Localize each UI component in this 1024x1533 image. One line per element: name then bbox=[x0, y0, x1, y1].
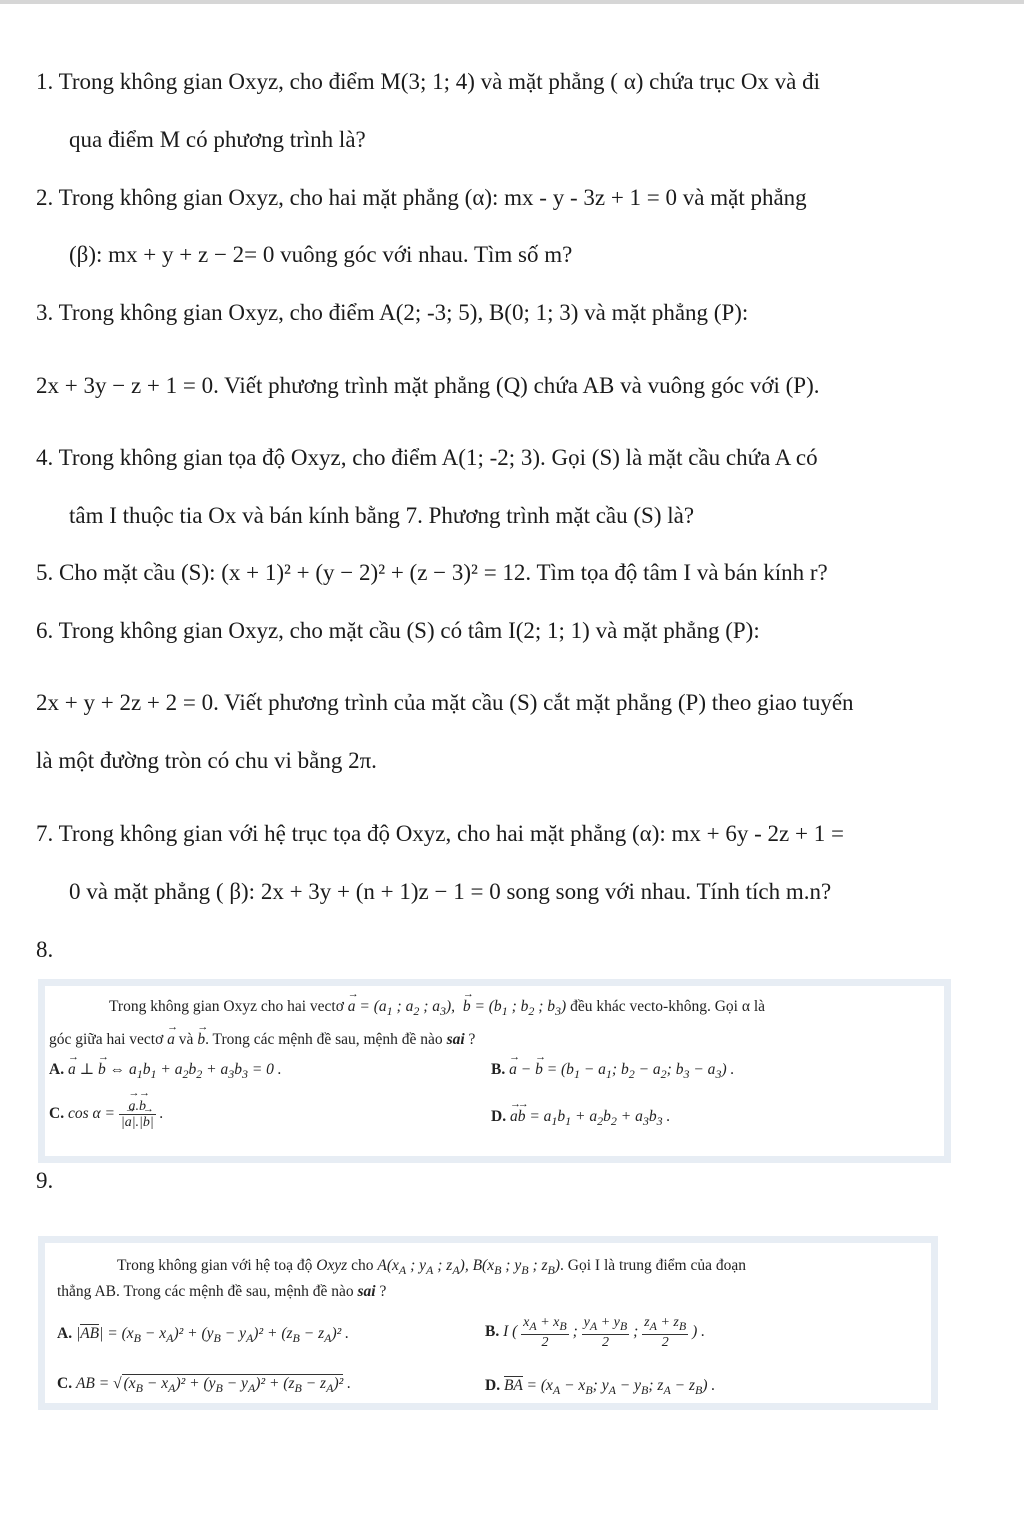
question-3-line-1: 3. Trong không gian Oxyz, cho điểm A(2; -3; 5), B(0; 1; 3) và mặt phẳng (P): bbox=[36, 300, 749, 325]
question-8-option-c: C. cos α = → $\frac{a.\to b}{|\to a|.|\to b|}$ . bbox=[49, 1099, 164, 1130]
question-1-line-2: qua điểm M có phương trình là? bbox=[69, 127, 366, 152]
question-9-option-c: C. AB = √ $(x_B - x_A)^2 + (y_B - y_A)^2 + (z_B - z_A)^2$ . bbox=[57, 1375, 351, 1396]
question-9-stem-line-1: Trong không gian với hệ toạ độ Oxyz cho $A(x_A$ ; $y_A$ ; $z_A$), $B(x_B$ ; $y_B$ ; $z_B$). Gọi I là trung điểm của đoạn bbox=[117, 1257, 746, 1278]
question-4-line-2: tâm I thuộc tia Ox và bán kính bằng 7. Phương trình mặt cầu (S) là? bbox=[69, 503, 695, 528]
question-6-line-1: 6. Trong không gian Oxyz, cho mặt cầu (S) có tâm I(2; 1; 1) và mặt phẳng (P): bbox=[36, 618, 760, 643]
question-2-line-2: (β): mx + y + z − 2= 0 vuông góc với nhau. Tìm số m? bbox=[69, 242, 573, 267]
question-7-line-1: 7. Trong không gian với hệ trục tọa độ Oxyz, cho hai mặt phẳng (α): mx + 6y - 2z + 1 = bbox=[36, 821, 844, 846]
question-9-option-b: B. I ( $\frac{x_A + x_B}{2}$ ; $\frac{y_A + y_B}{2}$ ; $\frac{z_A + z_B}{2}$ ) . bbox=[485, 1315, 706, 1350]
question-1-line-1: 1. Trong không gian Oxyz, cho điểm M(3; 1; 4) và mặt phẳng ( α) chứa trục Ox và đi bbox=[36, 69, 821, 94]
question-9-stem-line-2: thẳng AB. Trong các mệnh đề sau, mệnh đề nào sai ? bbox=[57, 1283, 387, 1300]
question-8-option-b: B. → a − → $b = (b_1 - a_1$; $b_2 - a_2$; $b_3 - a_3$) . bbox=[491, 1059, 734, 1085]
question-8-stem-line-2: góc giữa hai vectơ → a và → b. Trong các mệnh đề sau, mệnh đề nào sai ? bbox=[49, 1029, 475, 1051]
question-7-line-2: 0 và mặt phẳng ( β): 2x + 3y + (n + 1)z − 1 = 0 song song với nhau. Tính tích m.n? bbox=[69, 879, 832, 904]
question-9-box bbox=[38, 1236, 938, 1410]
question-6-line-2: 2x + y + 2z + 2 = 0. Viết phương trình của mặt cầu (S) cắt mặt phẳng (P) theo giao tuyến bbox=[36, 690, 854, 715]
question-8-option-a: A. → a ⊥ → b ⇔ $a_1b_1 + a_2b_2 + a_3b_3 = 0$ . bbox=[49, 1059, 282, 1085]
question-8-stem-line-1: Trong không gian Oxyz cho hai vectơ → $a = (a_1$ ; $a_2$ ; $a_3$), → $b = (b_1$ ; $b_2$ ; $b_3$) đều khác vecto-không. Gọi α là bbox=[109, 996, 765, 1022]
question-8-number: 8. bbox=[36, 937, 54, 962]
question-9-option-d: D. BA = ($x_A - x_B$; $y_A - y_B$; $z_A - z_B$) . bbox=[485, 1377, 716, 1398]
question-9-number: 9. bbox=[36, 1168, 54, 1193]
question-2-line-1: 2. Trong không gian Oxyz, cho hai mặt phẳng (α): mx - y - 3z + 1 = 0 và mặt phẳng bbox=[36, 185, 807, 210]
question-8-option-d: D. → $a\to b = a_1b_1 + a_2b_2 + a_3b_3$ . bbox=[491, 1106, 670, 1132]
question-3-line-2: 2x + 3y − z + 1 = 0. Viết phương trình mặt phẳng (Q) chứa AB và vuông góc với (P). bbox=[36, 373, 820, 398]
question-8-box bbox=[38, 979, 951, 1163]
question-6-line-3: là một đường tròn có chu vi bằng 2π. bbox=[36, 748, 377, 773]
question-4-line-1: 4. Trong không gian tọa độ Oxyz, cho điểm A(1; -2; 3). Gọi (S) là mặt cầu chứa A có bbox=[36, 445, 818, 470]
top-border bbox=[0, 0, 1024, 4]
question-5-line-1: 5. Cho mặt cầu (S): (x + 1)² + (y − 2)² + (z − 3)² = 12. Tìm tọa độ tâm I và bán kính r? bbox=[36, 560, 828, 585]
question-9-option-a: A. $|AB| = (x_B - x_A)^2 + (y_B - y_A)^2 + (z_B - z_A)^2$ . bbox=[57, 1325, 350, 1346]
